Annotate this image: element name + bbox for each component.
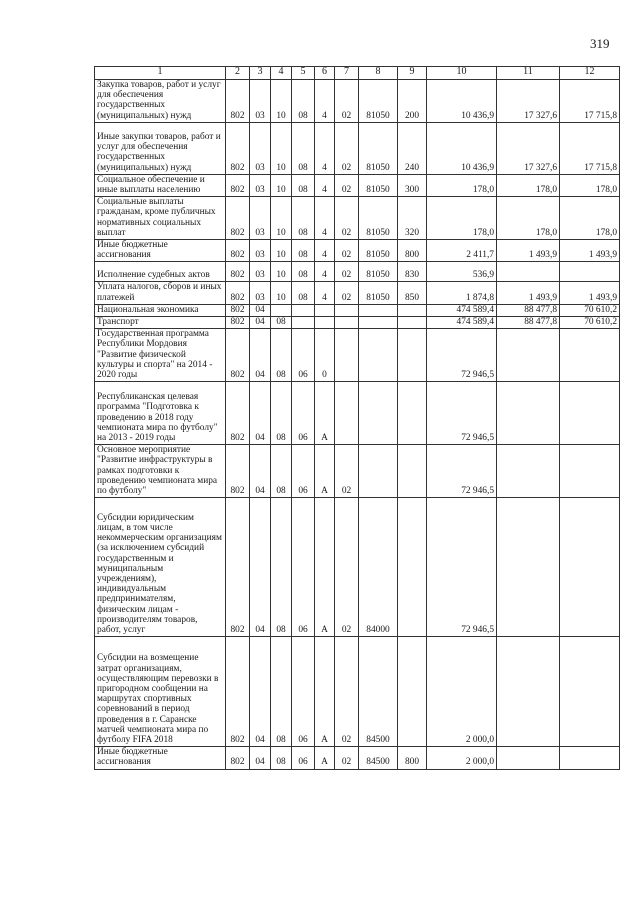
column-header: 3 — [250, 67, 271, 80]
value-cell: 802 — [226, 282, 250, 304]
table-row — [95, 262, 620, 282]
value-cell: 04 — [250, 317, 271, 329]
value-cell: 06 — [292, 445, 315, 498]
value-cell: 10 436,9 — [427, 122, 497, 174]
value-cell: 02 — [335, 637, 359, 747]
column-header: 10 — [427, 67, 497, 80]
value-cell: 08 — [271, 637, 292, 747]
value-cell: 178,0 — [427, 197, 497, 240]
row-name-cell: Субсидии юридическим лицам, в том числе некоммерческим организациям (за исключением субсидий государственным и муниципальным учреждениям), индивидуальным предпринимателям, физическим лицам - производителям товаров, работ, услуг — [95, 498, 226, 637]
value-cell: 17 715,8 — [560, 122, 620, 174]
value-cell — [359, 445, 398, 498]
value-cell: 1 493,9 — [497, 240, 560, 262]
value-cell: 178,0 — [427, 174, 497, 196]
table-row — [95, 382, 620, 445]
value-cell: 802 — [226, 637, 250, 747]
value-cell — [560, 329, 620, 382]
table-row — [95, 122, 620, 174]
value-cell: 81050 — [359, 122, 398, 174]
value-cell: 08 — [292, 240, 315, 262]
value-cell: 88 477,8 — [497, 304, 560, 316]
value-cell: 08 — [271, 498, 292, 637]
value-cell: 802 — [226, 197, 250, 240]
value-cell: 802 — [226, 80, 250, 123]
value-cell: 70 610,2 — [560, 317, 620, 329]
column-header: 11 — [497, 67, 560, 80]
table-row — [95, 445, 620, 498]
value-cell: 84000 — [359, 498, 398, 637]
value-cell: 04 — [250, 747, 271, 769]
column-header: 8 — [359, 67, 398, 80]
value-cell: 02 — [335, 122, 359, 174]
value-cell — [398, 304, 427, 316]
table-row — [95, 282, 620, 304]
value-cell: 84500 — [359, 637, 398, 747]
value-cell: 850 — [398, 282, 427, 304]
value-cell — [560, 262, 620, 282]
value-cell: 06 — [292, 637, 315, 747]
value-cell: 03 — [250, 174, 271, 196]
value-cell: 72 946,5 — [427, 329, 497, 382]
value-cell: 2 411,7 — [427, 240, 497, 262]
value-cell: 178,0 — [560, 197, 620, 240]
row-name-cell: Исполнение судебных актов — [95, 262, 226, 282]
table-row — [95, 329, 620, 382]
value-cell: 02 — [335, 174, 359, 196]
value-cell — [359, 329, 398, 382]
table-row — [95, 80, 620, 123]
value-cell: 06 — [292, 329, 315, 382]
value-cell: 02 — [335, 240, 359, 262]
row-name-cell: Основное мероприятие "Развитие инфраструктуры в рамках подготовки к проведению чемпионата мира по футболу" — [95, 445, 226, 498]
value-cell: 72 946,5 — [427, 382, 497, 445]
value-cell: 04 — [250, 445, 271, 498]
row-name-cell: Субсидии на возмещение затрат организациям, осуществляющим перевозки в пригородном сообщении на маршрутах спортивных соревнований в период проведения в г. Саранске матчей чемпионата мира по футболу FIFA 2018 — [95, 637, 226, 747]
value-cell: 02 — [335, 282, 359, 304]
row-name-cell: Уплата налогов, сборов и иных платежей — [95, 282, 226, 304]
row-name-cell: Республиканская целевая программа "Подготовка к проведению в 2018 году чемпионата мира по футболу" на 2013 - 2019 годы — [95, 382, 226, 445]
value-cell: 03 — [250, 80, 271, 123]
row-name-cell: Социальное обеспечение и иные выплаты населению — [95, 174, 226, 196]
value-cell — [398, 445, 427, 498]
value-cell: 06 — [292, 747, 315, 769]
value-cell: 240 — [398, 122, 427, 174]
value-cell — [497, 498, 560, 637]
column-header: 9 — [398, 67, 427, 80]
value-cell: 10 436,9 — [427, 80, 497, 123]
value-cell: 178,0 — [560, 174, 620, 196]
value-cell: 04 — [250, 637, 271, 747]
value-cell: 474 589,4 — [427, 304, 497, 316]
value-cell: 88 477,8 — [497, 317, 560, 329]
value-cell: 81050 — [359, 262, 398, 282]
value-cell: 300 — [398, 174, 427, 196]
column-header: 12 — [560, 67, 620, 80]
value-cell — [497, 329, 560, 382]
value-cell: 03 — [250, 262, 271, 282]
row-name-cell: Иные бюджетные ассигнования — [95, 747, 226, 769]
value-cell: 81050 — [359, 80, 398, 123]
value-cell: 1 874,8 — [427, 282, 497, 304]
value-cell: 320 — [398, 197, 427, 240]
value-cell — [271, 304, 292, 316]
value-cell: 802 — [226, 382, 250, 445]
value-cell: 08 — [271, 329, 292, 382]
value-cell — [398, 382, 427, 445]
value-cell: 04 — [250, 304, 271, 316]
value-cell — [560, 637, 620, 747]
value-cell — [335, 382, 359, 445]
value-cell: 17 327,6 — [497, 80, 560, 123]
value-cell — [292, 304, 315, 316]
value-cell: 81050 — [359, 282, 398, 304]
value-cell: 72 946,5 — [427, 445, 497, 498]
value-cell: 4 — [315, 240, 335, 262]
value-cell — [335, 304, 359, 316]
value-cell: 4 — [315, 197, 335, 240]
value-cell: 802 — [226, 304, 250, 316]
value-cell: 0 — [315, 329, 335, 382]
value-cell: А — [315, 382, 335, 445]
row-name-cell: Транспорт — [95, 317, 226, 329]
value-cell: 10 — [271, 174, 292, 196]
value-cell — [398, 498, 427, 637]
value-cell: 02 — [335, 498, 359, 637]
value-cell: 04 — [250, 329, 271, 382]
value-cell: 02 — [335, 197, 359, 240]
value-cell: А — [315, 498, 335, 637]
value-cell: 04 — [250, 498, 271, 637]
value-cell: 802 — [226, 747, 250, 769]
value-cell: 200 — [398, 80, 427, 123]
value-cell: 4 — [315, 80, 335, 123]
value-cell: 1 493,9 — [560, 240, 620, 262]
value-cell: 800 — [398, 747, 427, 769]
value-cell: 10 — [271, 197, 292, 240]
table-row — [95, 498, 620, 637]
value-cell: 10 — [271, 122, 292, 174]
value-cell: 08 — [271, 747, 292, 769]
row-name-cell: Государственная программа Республики Мордовия "Развитие физической культуры и спорта" на 2014 - 2020 годы — [95, 329, 226, 382]
value-cell: 02 — [335, 445, 359, 498]
value-cell: 81050 — [359, 197, 398, 240]
column-header: 1 — [95, 67, 226, 80]
value-cell — [398, 317, 427, 329]
value-cell — [335, 317, 359, 329]
value-cell — [560, 747, 620, 769]
value-cell: 10 — [271, 80, 292, 123]
value-cell — [497, 262, 560, 282]
value-cell: 08 — [292, 80, 315, 123]
value-cell: 08 — [292, 262, 315, 282]
value-cell: 06 — [292, 382, 315, 445]
value-cell: 81050 — [359, 240, 398, 262]
value-cell: 08 — [292, 174, 315, 196]
value-cell: 06 — [292, 498, 315, 637]
value-cell: 10 — [271, 240, 292, 262]
value-cell — [497, 445, 560, 498]
value-cell: 02 — [335, 747, 359, 769]
value-cell: 08 — [292, 122, 315, 174]
value-cell: 802 — [226, 122, 250, 174]
value-cell — [560, 498, 620, 637]
table-row — [95, 240, 620, 262]
value-cell: 17 715,8 — [560, 80, 620, 123]
column-header: 4 — [271, 67, 292, 80]
value-cell: 08 — [292, 282, 315, 304]
value-cell — [497, 382, 560, 445]
row-name-cell: Национальная экономика — [95, 304, 226, 316]
value-cell: 04 — [250, 382, 271, 445]
value-cell: 474 589,4 — [427, 317, 497, 329]
table-header-row — [95, 67, 620, 80]
row-name-cell: Закупка товаров, работ и услуг для обеспечения государственных (муниципальных) нужд — [95, 80, 226, 123]
value-cell: 536,9 — [427, 262, 497, 282]
value-cell: 17 327,6 — [497, 122, 560, 174]
value-cell: 10 — [271, 282, 292, 304]
column-header: 7 — [335, 67, 359, 80]
table-row — [95, 747, 620, 769]
value-cell: 800 — [398, 240, 427, 262]
row-name-cell: Социальные выплаты гражданам, кроме публичных нормативных социальных выплат — [95, 197, 226, 240]
column-header: 6 — [315, 67, 335, 80]
value-cell — [560, 382, 620, 445]
value-cell: А — [315, 637, 335, 747]
table-row — [95, 197, 620, 240]
value-cell — [359, 317, 398, 329]
value-cell: 03 — [250, 197, 271, 240]
value-cell — [315, 304, 335, 316]
value-cell: 802 — [226, 445, 250, 498]
value-cell: 802 — [226, 174, 250, 196]
column-header: 5 — [292, 67, 315, 80]
value-cell: 2 000,0 — [427, 747, 497, 769]
value-cell: 02 — [335, 262, 359, 282]
value-cell — [497, 747, 560, 769]
value-cell: 802 — [226, 262, 250, 282]
value-cell: 70 610,2 — [560, 304, 620, 316]
value-cell — [335, 329, 359, 382]
value-cell: 4 — [315, 282, 335, 304]
value-cell: 72 946,5 — [427, 498, 497, 637]
table-row — [95, 304, 620, 316]
row-name-cell: Иные бюджетные ассигнования — [95, 240, 226, 262]
row-name-cell: Иные закупки товаров, работ и услуг для обеспечения государственных (муниципальных) нужд — [95, 122, 226, 174]
value-cell — [398, 637, 427, 747]
value-cell — [359, 304, 398, 316]
value-cell: 1 493,9 — [560, 282, 620, 304]
value-cell — [560, 445, 620, 498]
value-cell: 4 — [315, 174, 335, 196]
column-header: 2 — [226, 67, 250, 80]
table-row — [95, 317, 620, 329]
value-cell: 08 — [271, 382, 292, 445]
table-row — [95, 637, 620, 747]
value-cell: 830 — [398, 262, 427, 282]
table-row — [95, 174, 620, 196]
value-cell: 02 — [335, 80, 359, 123]
value-cell: 4 — [315, 122, 335, 174]
value-cell — [315, 317, 335, 329]
value-cell: 03 — [250, 282, 271, 304]
value-cell: 03 — [250, 122, 271, 174]
value-cell — [398, 329, 427, 382]
value-cell: А — [315, 747, 335, 769]
budget-table — [94, 66, 620, 770]
value-cell: 2 000,0 — [427, 637, 497, 747]
value-cell: 802 — [226, 329, 250, 382]
value-cell: 10 — [271, 262, 292, 282]
value-cell: 802 — [226, 498, 250, 637]
value-cell: 1 493,9 — [497, 282, 560, 304]
value-cell — [497, 637, 560, 747]
value-cell: 178,0 — [497, 174, 560, 196]
value-cell: 81050 — [359, 174, 398, 196]
page-number: 319 — [590, 36, 610, 51]
value-cell: 4 — [315, 262, 335, 282]
value-cell: 08 — [271, 445, 292, 498]
value-cell: 84500 — [359, 747, 398, 769]
value-cell — [292, 317, 315, 329]
value-cell: 08 — [292, 197, 315, 240]
value-cell — [359, 382, 398, 445]
value-cell: А — [315, 445, 335, 498]
value-cell: 08 — [271, 317, 292, 329]
value-cell: 802 — [226, 240, 250, 262]
value-cell: 178,0 — [497, 197, 560, 240]
value-cell: 802 — [226, 317, 250, 329]
value-cell: 03 — [250, 240, 271, 262]
